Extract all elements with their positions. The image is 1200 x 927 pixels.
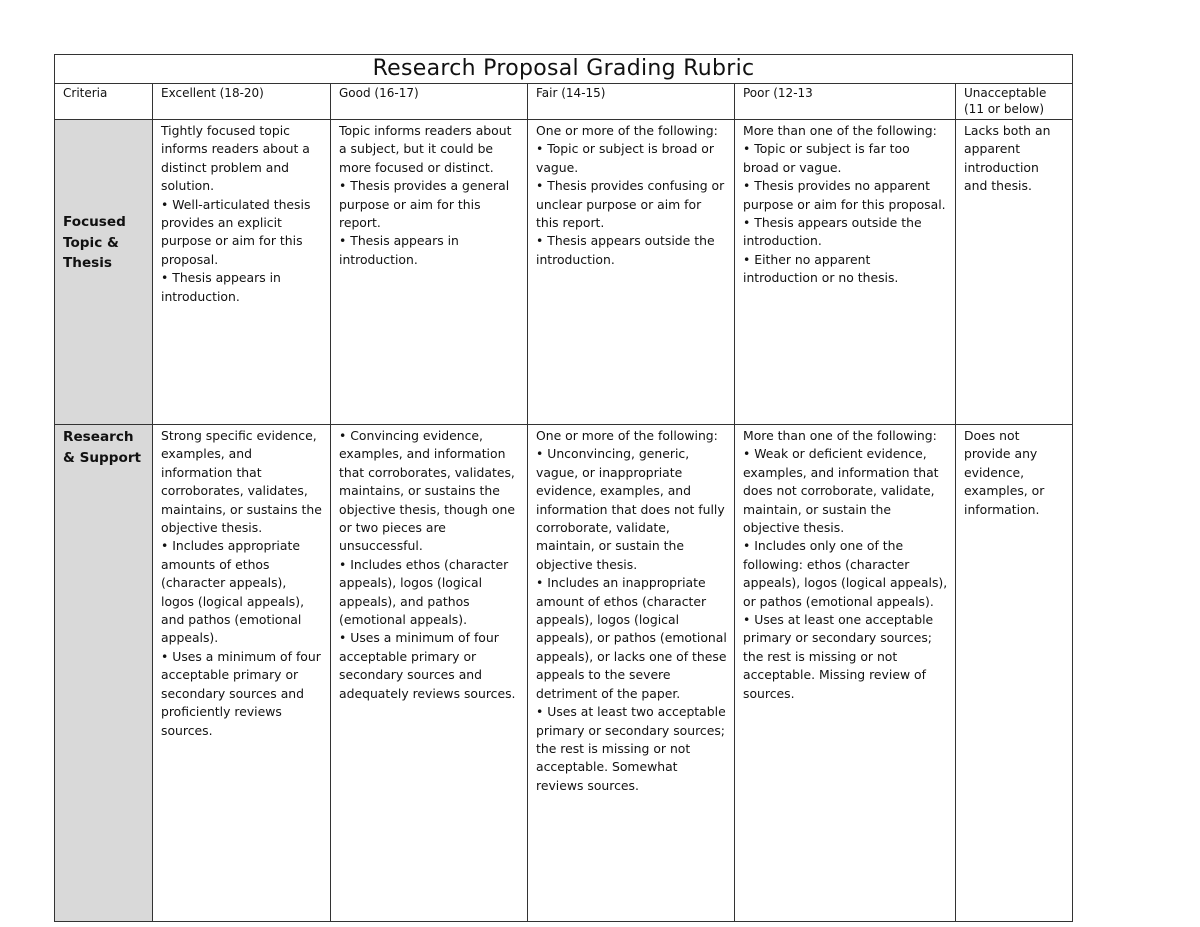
text-line: report.: [339, 215, 381, 231]
text-line: apparent: [964, 141, 1021, 157]
text-line: corroborate, validate,: [536, 520, 670, 536]
text-line: objective thesis.: [536, 556, 638, 572]
text-line: • Thesis provides no apparent: [743, 178, 930, 194]
text-line: amount of ethos (character: [536, 593, 707, 609]
text-line: appeals), logos (logical: [536, 612, 680, 628]
text-line: sources.: [161, 722, 213, 738]
text-line: maintains, or sustains the: [339, 483, 500, 499]
text-line: evidence,: [964, 464, 1025, 480]
text-line: amounts of ethos: [161, 556, 270, 572]
text-line: appeals to the severe: [536, 667, 671, 683]
header-unacceptable: Unacceptable (11 or below): [956, 84, 1073, 120]
text-line: appeals), and pathos: [339, 593, 470, 609]
text-line: • Uses a minimum of four: [161, 648, 321, 664]
text-line: Lacks both an: [964, 123, 1051, 138]
text-line: primary or secondary sources;: [743, 630, 932, 646]
text-line: Does not: [964, 428, 1020, 443]
cell-unacceptable: [956, 120, 1073, 425]
cell-fair: [528, 120, 735, 425]
cell-fair: [528, 425, 735, 922]
text-line: More than one of the following:: [743, 123, 937, 138]
text-line: proposal.: [161, 251, 219, 267]
text-line: following: ethos (character: [743, 556, 910, 572]
text-line: appeals), or lacks one of these: [536, 648, 727, 664]
text-line: • Thesis appears in: [161, 270, 281, 286]
text-line: acceptable. Somewhat: [536, 759, 678, 775]
criteria-label: Focused Topic & Thesis: [55, 120, 153, 425]
text-line: purpose or aim for this: [339, 196, 481, 212]
text-line: objective thesis, though one: [339, 501, 515, 517]
text-line: objective thesis.: [161, 520, 263, 536]
text-line: vague.: [536, 159, 579, 175]
text-line: • Thesis provides a general: [339, 178, 510, 194]
text-line: • Includes ethos (character: [339, 556, 509, 572]
text-line: information that: [161, 464, 262, 480]
text-line: appeals), or pathos (emotional: [536, 630, 727, 646]
text-line: corroborates, validates,: [161, 483, 308, 499]
text-line: More than one of the following:: [743, 428, 937, 443]
cell-excellent: [153, 425, 331, 922]
text-line: • Thesis appears in: [339, 233, 459, 249]
text-line: Tightly focused topic: [161, 123, 290, 138]
text-line: secondary sources and: [339, 667, 483, 683]
text-line: • Topic or subject is far too: [743, 141, 910, 157]
text-line: unclear purpose or aim for: [536, 196, 702, 212]
text-line: • Uses at least one acceptable: [743, 612, 934, 628]
text-line: a subject, but it could be: [339, 141, 494, 157]
text-line: appeals), logos (logical appeals),: [743, 575, 948, 591]
text-line: (emotional appeals).: [339, 612, 468, 628]
text-line: introduction.: [161, 288, 240, 304]
text-line: introduction: [964, 159, 1039, 175]
text-line: evidence, examples, and: [536, 483, 692, 499]
header-criteria: Criteria: [55, 84, 153, 120]
text-line: that corroborates, validates,: [339, 464, 515, 480]
text-line: examples, or: [964, 483, 1045, 499]
text-line: maintain, or sustain the: [743, 501, 891, 517]
cell-poor: [735, 120, 956, 425]
text-line: or two pieces are: [339, 520, 446, 536]
cell-poor: [735, 425, 956, 922]
text-line: • Convincing evidence,: [339, 428, 483, 443]
text-line: (character appeals),: [161, 575, 287, 591]
rubric-title: Research Proposal Grading Rubric: [55, 55, 1073, 84]
text-line: introduction.: [339, 251, 418, 267]
text-line: logos (logical appeals),: [161, 593, 305, 609]
rubric-row-focused-topic: [55, 120, 1073, 425]
text-line: the rest is missing or not: [536, 740, 691, 756]
text-line: purpose or aim for this proposal.: [743, 196, 946, 212]
text-line: • Uses at least two acceptable: [536, 704, 726, 720]
text-line: • Well-articulated thesis: [161, 196, 311, 212]
text-line: purpose or aim for this: [161, 233, 303, 249]
text-line: objective thesis.: [743, 520, 845, 536]
cell-excellent: [153, 120, 331, 425]
text-line: • Thesis appears outside the: [743, 215, 922, 231]
text-line: introduction.: [743, 233, 822, 249]
text-line: examples, and information that: [743, 464, 939, 480]
text-line: examples, and: [161, 446, 252, 462]
text-line: the rest is missing or not: [743, 648, 898, 664]
text-line: distinct problem and: [161, 159, 290, 175]
text-line: • Weak or deficient evidence,: [743, 446, 927, 462]
text-line: information that does not fully: [536, 501, 725, 517]
header-good: Good (16-17): [331, 84, 528, 120]
text-line: provide any: [964, 446, 1038, 462]
text-line: vague, or inappropriate: [536, 464, 683, 480]
text-line: this report.: [536, 215, 605, 231]
text-line: provides an explicit: [161, 215, 282, 231]
text-line: broad or vague.: [743, 159, 842, 175]
text-line: • Either no apparent: [743, 251, 871, 267]
text-line: appeals), logos (logical: [339, 575, 483, 591]
text-line: adequately reviews sources.: [339, 685, 516, 701]
text-line: detriment of the paper.: [536, 685, 681, 701]
text-line: does not corroborate, validate,: [743, 483, 935, 499]
text-line: • Includes appropriate: [161, 538, 300, 554]
text-line: proficiently reviews: [161, 704, 282, 720]
text-line: solution.: [161, 178, 215, 194]
text-line: One or more of the following:: [536, 123, 718, 138]
text-line: informs readers about a: [161, 141, 310, 157]
text-line: • Includes an inappropriate: [536, 575, 706, 591]
text-line: unsuccessful.: [339, 538, 423, 554]
header-poor: Poor (12-13: [735, 84, 956, 120]
text-line: information.: [964, 501, 1040, 517]
text-line: One or more of the following:: [536, 428, 718, 443]
text-line: acceptable. Missing review of: [743, 667, 926, 683]
text-line: acceptable primary or: [161, 667, 299, 683]
text-line: • Includes only one of the: [743, 538, 904, 554]
text-line: secondary sources and: [161, 685, 305, 701]
grading-rubric-table: [54, 54, 1073, 922]
text-line: Strong specific evidence,: [161, 428, 317, 443]
cell-unacceptable: [956, 425, 1073, 922]
text-line: • Unconvincing, generic,: [536, 446, 690, 462]
text-line: sources.: [743, 685, 795, 701]
text-line: or pathos (emotional appeals).: [743, 593, 934, 609]
text-line: and thesis.: [964, 178, 1032, 194]
text-line: primary or secondary sources;: [536, 722, 725, 738]
cell-good: [331, 425, 528, 922]
rubric-row-research-support: [55, 425, 1073, 922]
text-line: • Thesis appears outside the: [536, 233, 715, 249]
text-line: • Topic or subject is broad or: [536, 141, 714, 157]
title-row: [55, 55, 1073, 84]
text-line: • Thesis provides confusing or: [536, 178, 725, 194]
header-row: [55, 84, 1073, 120]
cell-good: [331, 120, 528, 425]
text-line: Topic informs readers about: [339, 123, 512, 138]
text-line: introduction or no thesis.: [743, 270, 899, 286]
text-line: maintains, or sustains the: [161, 501, 322, 517]
text-line: introduction.: [536, 251, 615, 267]
header-excellent: Excellent (18-20): [153, 84, 331, 120]
text-line: examples, and information: [339, 446, 506, 462]
text-line: reviews sources.: [536, 777, 639, 793]
text-line: • Uses a minimum of four: [339, 630, 499, 646]
text-line: more focused or distinct.: [339, 159, 494, 175]
criteria-label: Research & Support: [55, 425, 153, 922]
header-fair: Fair (14-15): [528, 84, 735, 120]
text-line: appeals).: [161, 630, 219, 646]
text-line: acceptable primary or: [339, 648, 477, 664]
text-line: maintain, or sustain the: [536, 538, 684, 554]
text-line: and pathos (emotional: [161, 612, 302, 628]
